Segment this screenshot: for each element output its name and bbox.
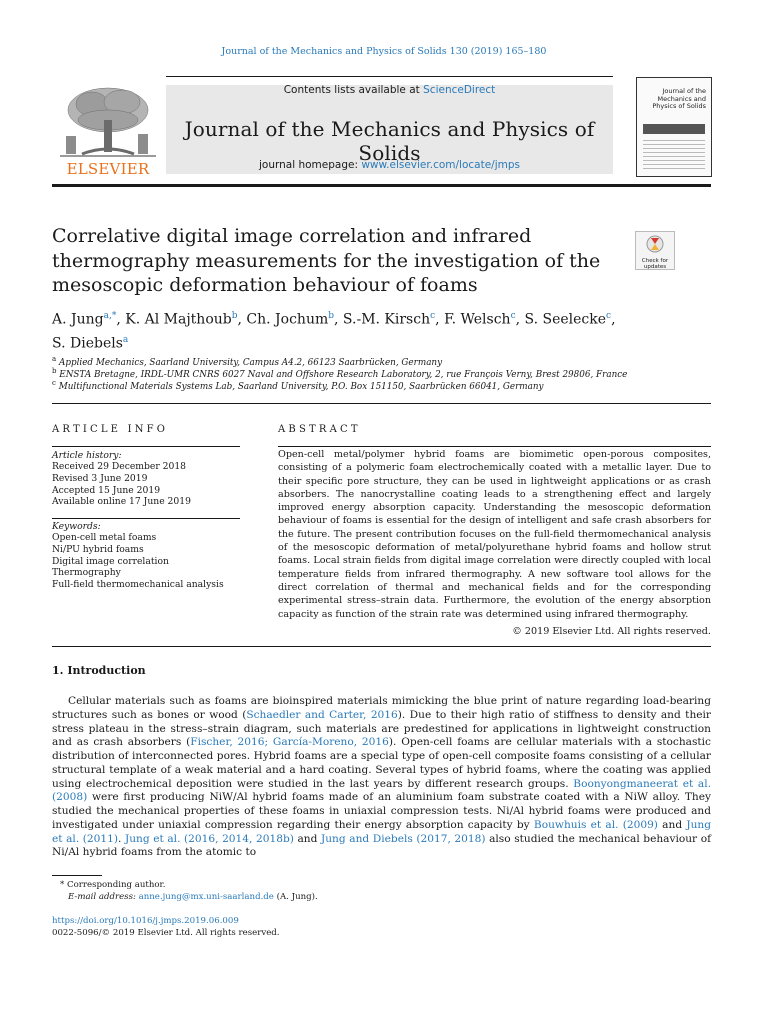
history-item: Accepted 15 June 2019 — [52, 484, 161, 496]
author-affiliation-mark[interactable]: c — [510, 311, 516, 321]
intro-text: were first producing NiW/Al hybrid foams made of an aluminium foam substrate coated with a NiW alloy. They studied the mechanical properties of these foams in uniaxial compression tests. Ni/Al hybrid foams were produced and investigated under uniaxial compression regarding their energy absorption capacity by — [52, 791, 711, 831]
author-separator: , — [116, 311, 126, 328]
homepage-prefix: journal homepage: — [259, 159, 362, 171]
keywords-label: Keywords: — [52, 521, 101, 532]
history-item: Revised 3 June 2019 — [52, 472, 148, 484]
footnote-rule — [52, 875, 102, 876]
abstract-rule — [278, 446, 711, 447]
crossmark-label-2: updates — [643, 264, 667, 270]
crossmark-label-1: Check for — [641, 258, 669, 264]
title-line: Correlative digital image correlation and infrared — [52, 225, 532, 247]
footnote-star: * — [60, 880, 65, 890]
running-header[interactable]: Journal of the Mechanics and Physics of Solids 130 (2019) 165–180 — [221, 46, 547, 57]
cover-title: Journal of the Mechanics and Physics of Solids — [652, 87, 706, 110]
author-affiliation-mark[interactable]: a — [122, 334, 129, 345]
intro-text: ). Due to their high ratio of stiffness to density and their stress plateau in the stress–strain diagram, such materials are predestined for applications in lightweight construction and as crash absorbers ( — [52, 708, 711, 749]
journal-title: Journal of the Mechanics and Physics of Solids — [184, 117, 595, 165]
author-affiliation-mark[interactable]: c — [606, 311, 612, 321]
cover-image-strip — [643, 124, 705, 134]
affiliation-mark: b — [52, 367, 57, 375]
contents-prefix: Contents lists available at — [283, 84, 424, 96]
author-affiliation-mark[interactable]: b — [231, 311, 238, 321]
article-info-rule — [52, 446, 240, 447]
history-item: Received 29 December 2018 — [52, 461, 187, 472]
email-suffix: (A. Jung). — [273, 892, 318, 902]
affiliation — [52, 377, 692, 393]
author-list — [52, 306, 642, 353]
author-affiliation-mark[interactable]: b — [328, 311, 335, 321]
keywords-rule — [52, 518, 240, 519]
affiliation-text: Multifunctional Materials Systems Lab, Saarland University, P.O. Box 151150, Saarbrücken 66041, Germany — [58, 381, 544, 392]
keyword-item: Open-cell metal foams — [52, 532, 157, 543]
keywords-list — [52, 532, 224, 591]
check-for-updates-badge[interactable] — [635, 231, 675, 270]
title-line: thermography measurements for the investigation of the — [52, 249, 601, 272]
affiliation-mark: a — [52, 355, 57, 363]
masthead-bottom-rule — [52, 184, 711, 187]
abstract-heading: ABSTRACT — [278, 424, 361, 435]
email-link[interactable]: anne.jung@mx.uni-saarland.de — [138, 892, 274, 902]
cover-contents-lines — [643, 140, 705, 170]
intro-text: ). Open-cell foams are cellular materials with a stochastic distribution of interconnected pores. Hybrid foams are a special type of open-cell composite foams consisting of a cellular structural template of a weak material and a hard coating. Several types of hybrid foams, where the coating was applied using electrochemical deposition were studied in the last years by different research groups. — [52, 736, 711, 790]
author-name: A. Jung — [52, 311, 104, 328]
author-name: S.-M. Kirsch — [342, 311, 431, 328]
author-separator: , — [515, 311, 525, 328]
journal-cover-thumbnail[interactable] — [636, 77, 712, 177]
author-separator: , — [334, 311, 343, 328]
affiliation-text: Applied Mechanics, Saarland University, Campus A4.2, 66123 Saarbrücken, Germany — [58, 357, 443, 368]
abstract-text: Open-cell metal/polymer hybrid foams are biomimetic open-porous composites, consisting of a polymeric foam electrochemically coated with a metallic layer. Due to their specific pore structure, they can be used in lightweight applications or as crash absorbers. The nanocrystalline coating leads to a strengthening effect and largely improved energy absorption capacity. Understanding the mesoscopic deformation behaviour of foams is essential for the design of intelligent and safe crash absorbers for the future. The present contribution focuses on the full-field thermomechanical analysis of the mesoscopic deformation of metal/polyurethane hybrid foams and hollow strut foams. Local strain fields from digital image correlation were directly coupled with local temperature fields from infrared thermography. A new software tool allows for the direct correlation of thermal and mechanical fields and for the corresponding experimental stress–strain data. Furthermore, the evolution of the energy absorption capacity as function of the strain rate was determined using infrared thermography. — [278, 449, 711, 620]
citation-link[interactable]: Jung et al. (2011) — [52, 818, 712, 845]
elsevier-tree-icon — [52, 84, 164, 160]
keyword-item: Full-field thermomechanical analysis — [52, 579, 224, 591]
history-item: Available online 17 June 2019 — [52, 496, 191, 508]
author-name: F. Welsch — [444, 311, 511, 328]
citation-link[interactable]: Boonyongmaneerat et al. (2008) — [52, 777, 711, 804]
citation-link[interactable]: Jung et al. (2016, 2014, 2018b) — [124, 832, 294, 845]
history-list — [52, 461, 191, 508]
title-line: mesoscopic deformation behaviour of foams — [52, 274, 478, 296]
intro-text: also studied the mechanical behaviour of Ni/Al hybrid foams from the atomic to — [52, 832, 712, 859]
contents-line — [166, 84, 613, 96]
paper-title — [52, 224, 612, 298]
intro-text: . — [118, 832, 125, 845]
citation-link[interactable]: Fischer, 2016; García-Moreno, 2016 — [190, 736, 389, 749]
author-separator: , — [611, 311, 616, 328]
publisher-logo-text: ELSEVIER — [66, 160, 150, 178]
intro-text: and — [293, 832, 321, 845]
sciencedirect-link[interactable]: ScienceDirect — [423, 84, 496, 96]
author-affiliation-mark[interactable]: a,* — [103, 311, 117, 321]
intro-text: and — [657, 818, 687, 831]
author-name: S. Seelecke — [524, 311, 607, 328]
history-label: Article history: — [52, 450, 122, 461]
citation-link[interactable]: Schaedler and Carter, 2016 — [246, 708, 398, 721]
author-name: S. Diebels — [52, 335, 123, 352]
citation-link[interactable]: Bouwhuis et al. (2009) — [533, 818, 658, 831]
author-separator: , — [435, 311, 445, 328]
abstract-copyright: © 2019 Elsevier Ltd. All rights reserved. — [512, 626, 711, 637]
keyword-item: Thermography — [52, 567, 121, 579]
author-name: K. Al Majthoub — [125, 311, 232, 328]
homepage-line — [166, 159, 613, 171]
homepage-link[interactable]: www.elsevier.com/locate/jmps — [361, 159, 520, 171]
abstract-bottom-rule — [52, 646, 711, 647]
affiliation-mark: c — [52, 379, 56, 387]
issn-line: 0022-5096/© 2019 Elsevier Ltd. All rights reserved. — [52, 928, 280, 938]
doi-link[interactable]: https://doi.org/10.1016/j.jmps.2019.06.009 — [52, 916, 239, 926]
corresponding-author-note — [60, 880, 165, 892]
author-name: Ch. Jochum — [246, 311, 329, 328]
intro-text: Cellular materials such as foams are bioinspired materials mimicking the blue print of nature regarding load-bearing structures such as bones or wood ( — [52, 695, 711, 721]
email-note — [68, 892, 318, 904]
section-heading-introduction: 1. Introduction — [52, 664, 146, 677]
crossmark-icon — [645, 234, 665, 254]
article-info-heading: ARTICLE INFO — [52, 424, 169, 435]
affiliation-text: ENSTA Bretagne, IRDL-UMR CNRS 6027 Naval and Offshore Research Laboratory, 2, rue François Verny, Brest 29806, France — [59, 369, 628, 380]
citation-link[interactable]: Jung and Diebels (2017, 2018) — [320, 832, 486, 845]
keyword-item: Ni/PU hybrid foams — [52, 543, 144, 555]
introduction-paragraph — [52, 695, 711, 860]
masthead-top-rule — [166, 76, 613, 77]
author-separator: , — [237, 311, 247, 328]
corresponding-label: Corresponding author. — [67, 880, 166, 890]
keyword-item: Digital image correlation — [52, 555, 169, 567]
author-affiliation-mark[interactable]: c — [430, 311, 436, 321]
email-label: E-mail address: — [68, 892, 139, 902]
front-matter-divider — [52, 403, 711, 404]
